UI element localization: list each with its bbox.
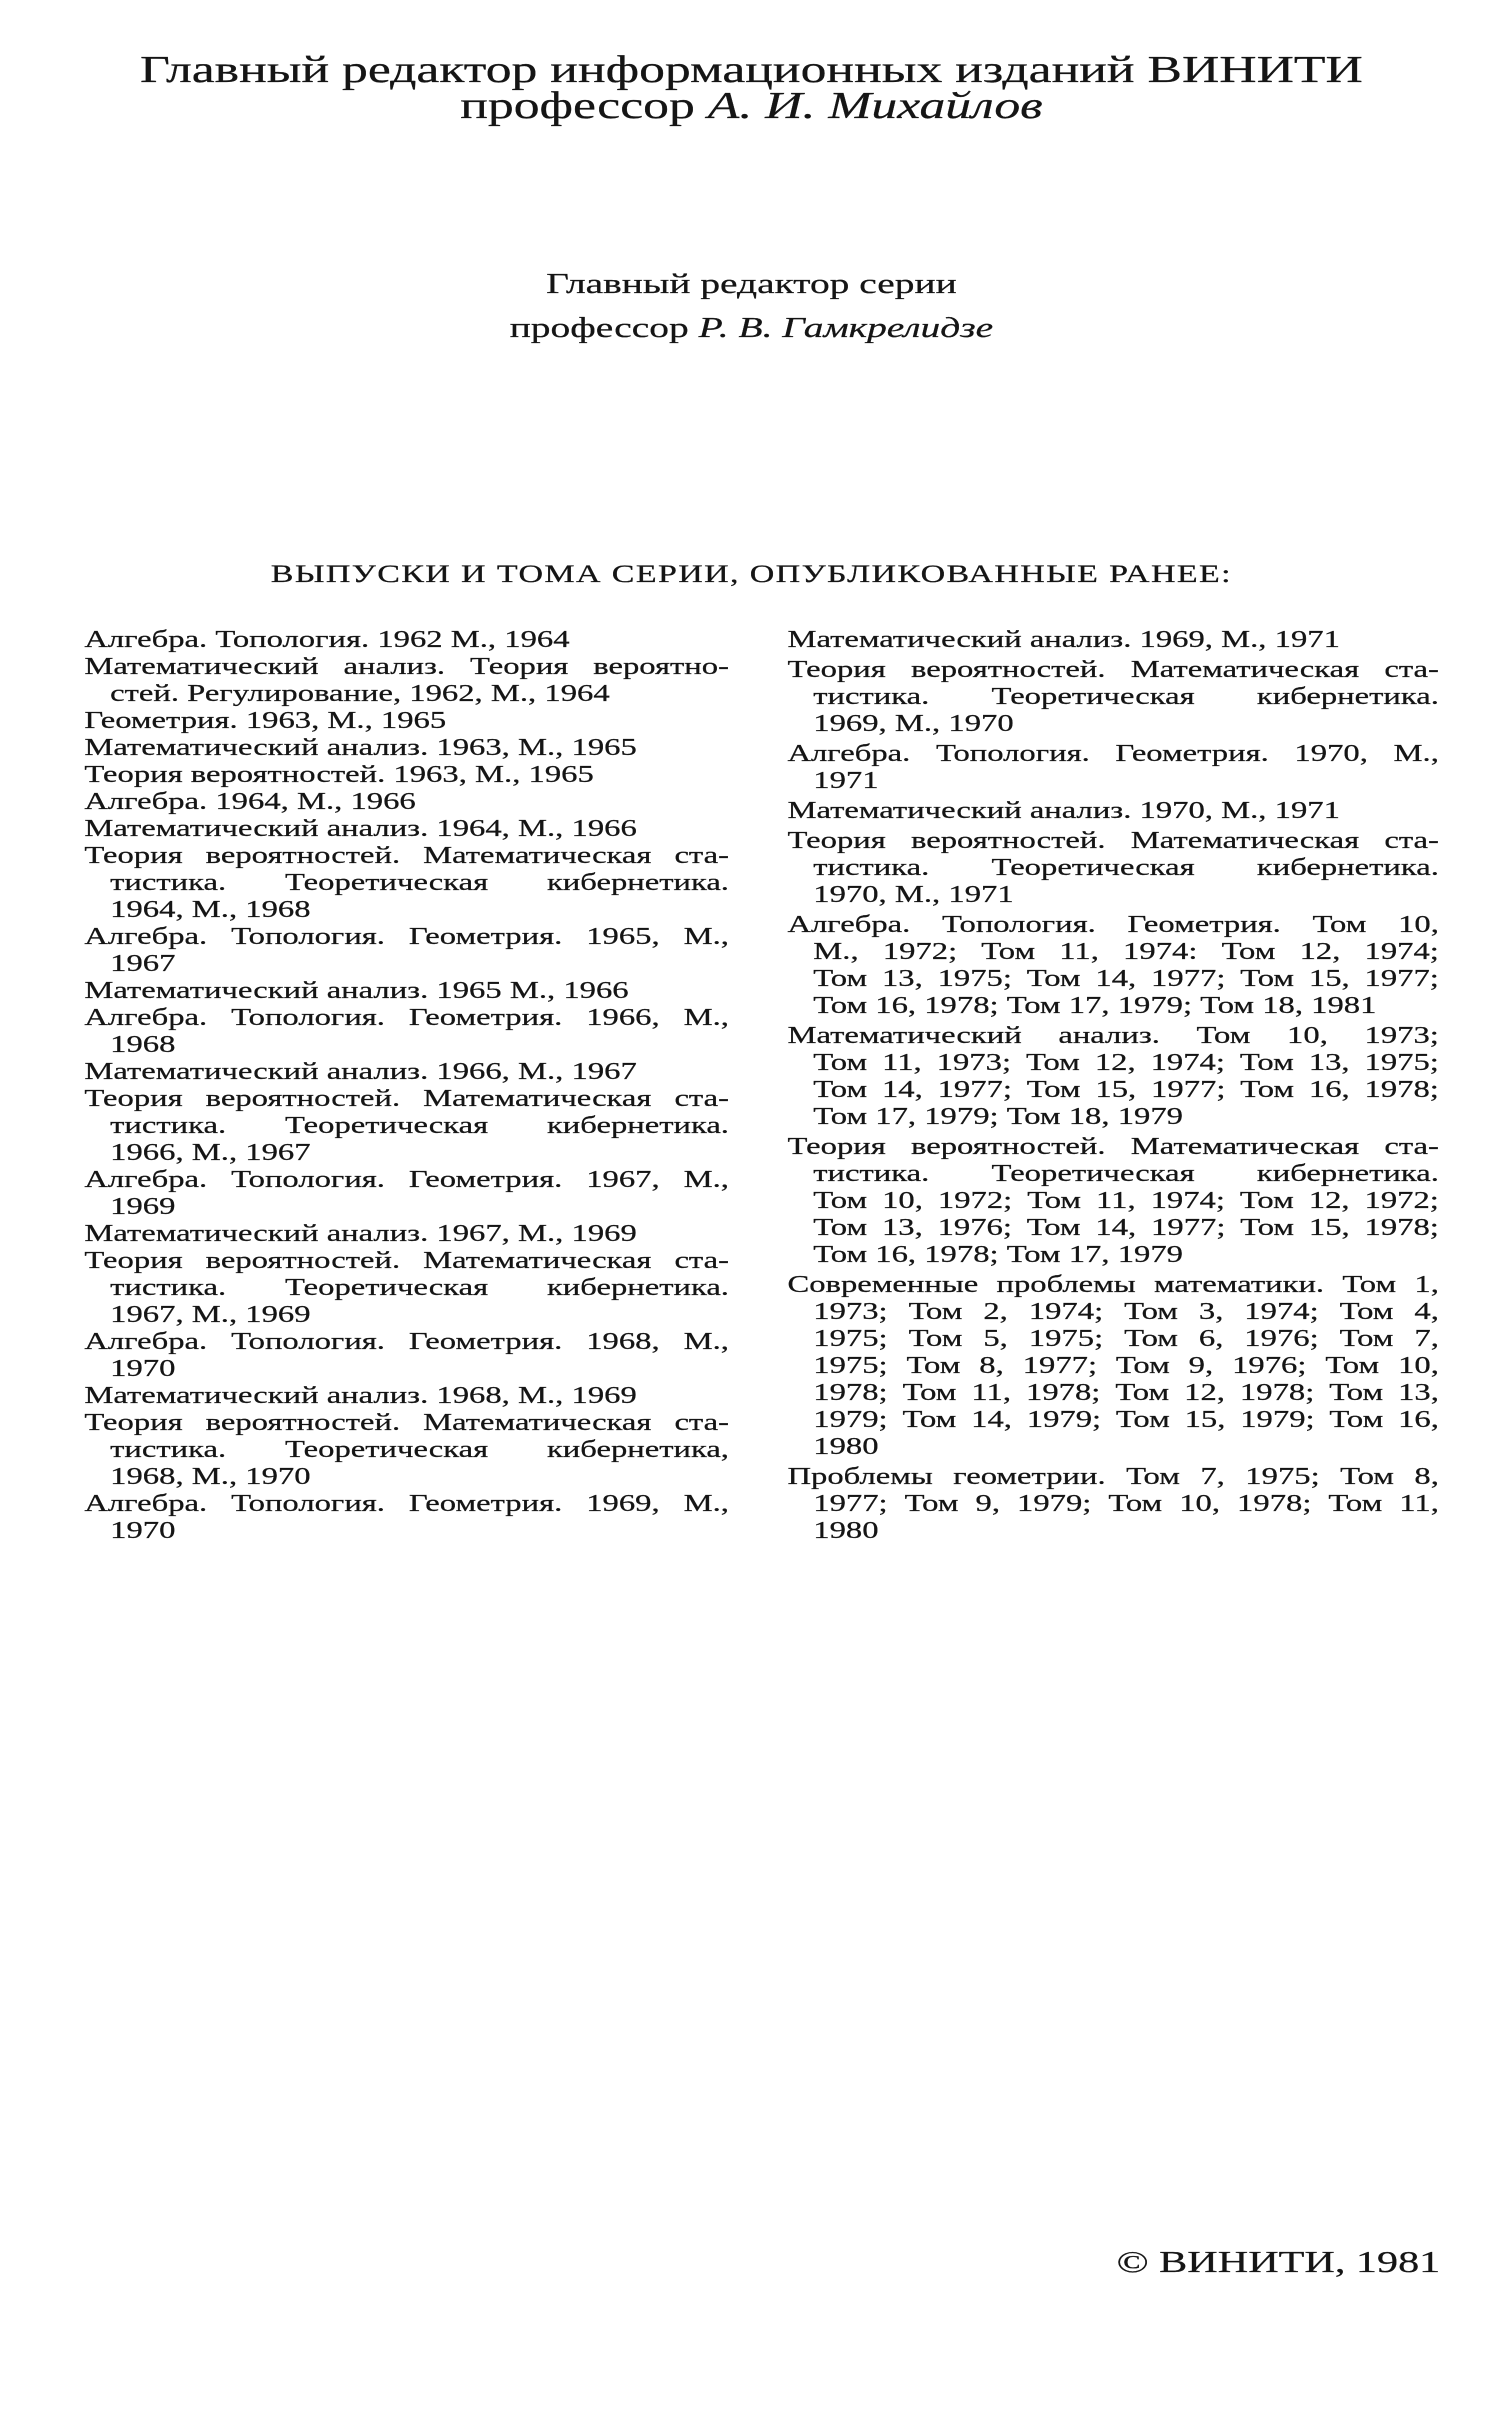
series-editor-name: Р. В. Гамкрелидзе — [698, 312, 994, 344]
entry-line: 1968 — [110, 1032, 176, 1058]
entry-line: 1971 — [813, 768, 879, 794]
entry-line: 1969, М., 1970 — [813, 711, 1014, 737]
publication-entry — [84, 843, 729, 924]
entry-line: Алгебра. Топология. Геометрия. 1970, М., — [787, 741, 1439, 767]
entry-line: 1980 — [813, 1518, 879, 1544]
entry-line: Алгебра. Топология. Геометрия. 1966, М., — [84, 1005, 729, 1031]
entry-line: Алгебра. Топология. Геометрия. Том 10, — [787, 912, 1439, 938]
editor-in-chief-rank: профессор — [460, 85, 695, 127]
publication-entry — [787, 1023, 1438, 1131]
entry-line: Математический анализ. 1964, М., 1966 — [84, 816, 637, 842]
entry-line: стей. Регулирование, 1962, М., 1964 — [110, 681, 610, 707]
entry-line: тистика. Теоретическая кибернетика, — [110, 1437, 729, 1463]
publication-entry — [84, 1329, 729, 1383]
entry-line: Алгебра. Топология. Геометрия. 1967, М., — [84, 1167, 729, 1193]
publication-entry — [787, 1134, 1438, 1269]
entry-line: 1970 — [110, 1356, 176, 1382]
entry-line: 1967 — [110, 951, 176, 977]
entry-line: Теория вероятностей. Математическая ста- — [787, 657, 1439, 683]
entry-line: Современные проблемы математики. Том 1, — [787, 1272, 1439, 1298]
publication-entry — [84, 627, 729, 654]
editor-in-chief-name: А. И. Михайлов — [707, 85, 1043, 127]
publication-entry — [84, 1221, 729, 1248]
entry-line: Теория вероятностей. Математическая ста- — [84, 1248, 729, 1274]
entry-line: Том 16, 1978; Том 17, 1979 — [813, 1242, 1183, 1268]
entry-line: М., 1972; Том 11, 1974: Том 12, 1974; — [813, 939, 1439, 965]
entry-line: 1966, М., 1967 — [110, 1140, 311, 1166]
publication-entry — [84, 1167, 729, 1221]
entry-line: 1979; Том 14, 1979; Том 15, 1979; Том 16, — [813, 1407, 1439, 1433]
entry-line: Геометрия. 1963, М., 1965 — [84, 708, 447, 734]
series-editor-line — [0, 306, 1503, 350]
editor-in-chief-line — [0, 85, 1503, 127]
entry-line: 1970 — [110, 1518, 176, 1544]
entry-line: Том 13, 1976; Том 14, 1977; Том 15, 1978; — [813, 1215, 1439, 1241]
publication-entry — [84, 924, 729, 978]
publication-entry — [787, 1464, 1438, 1545]
entry-line: Математический анализ. Том 10, 1973; — [787, 1023, 1439, 1049]
entry-line: Математический анализ. 1966, М., 1967 — [84, 1059, 637, 1085]
editor-in-chief-block — [0, 49, 1503, 127]
entry-line: Теория вероятностей. Математическая ста- — [84, 843, 729, 869]
entry-line: Теория вероятностей. Математическая ста- — [84, 1086, 729, 1112]
publication-entry — [84, 1410, 729, 1491]
entry-line: 1967, М., 1969 — [110, 1302, 311, 1328]
publication-entry — [84, 1383, 729, 1410]
entry-line: тистика. Теоретическая кибернетика. — [110, 1113, 729, 1139]
publication-entry — [787, 627, 1438, 654]
entry-line: Проблемы геометрии. Том 7, 1975; Том 8, — [787, 1464, 1439, 1490]
entry-line: 1975; Том 8, 1977; Том 9, 1976; Том 10, — [813, 1353, 1439, 1379]
publication-entry — [84, 735, 729, 762]
publication-entry — [84, 762, 729, 789]
entry-line: Математический анализ. 1970, М., 1971 — [787, 798, 1340, 824]
copyright-notice: © ВИНИТИ, 1981 — [1116, 2244, 1441, 2279]
entry-line: 1968, М., 1970 — [110, 1464, 311, 1490]
entry-line: Математический анализ. 1965 М., 1966 — [84, 978, 629, 1004]
publication-entry — [84, 708, 729, 735]
entry-line: Математический анализ. Теория вероятно- — [84, 654, 729, 680]
entry-line: Том 17, 1979; Том 18, 1979 — [813, 1104, 1183, 1130]
publication-entry — [84, 816, 729, 843]
entry-line: 1977; Том 9, 1979; Том 10, 1978; Том 11, — [813, 1491, 1439, 1517]
entry-line: Алгебра. Топология. Геометрия. 1965, М., — [84, 924, 729, 950]
publication-entry — [84, 654, 729, 708]
publication-entry — [787, 1272, 1438, 1461]
entry-line: Том 11, 1973; Том 12, 1974; Том 13, 1975; — [813, 1050, 1439, 1076]
publication-entry — [787, 798, 1438, 825]
entry-line: Том 16, 1978; Том 17, 1979; Том 18, 1981 — [813, 993, 1377, 1019]
series-editor-rank: профессор — [509, 312, 689, 344]
publication-entry — [84, 1086, 729, 1167]
entry-line: Том 10, 1972; Том 11, 1974; Том 12, 1972; — [813, 1188, 1439, 1214]
entry-line: тистика. Теоретическая кибернетика. — [110, 1275, 729, 1301]
publication-entry — [84, 1059, 729, 1086]
entry-line: Теория вероятностей. Математическая ста- — [787, 828, 1439, 854]
entry-line: Теория вероятностей. Математическая ста- — [84, 1410, 729, 1436]
publication-entry — [787, 912, 1438, 1020]
entry-line: Том 14, 1977; Том 15, 1977; Том 16, 1978; — [813, 1077, 1439, 1103]
entry-line: 1978; Том 11, 1978; Том 12, 1978; Том 13, — [813, 1380, 1439, 1406]
right-column — [787, 627, 1438, 1545]
entry-line: Математический анализ. 1969, М., 1971 — [787, 627, 1340, 653]
editor-in-chief-title: Главный редактор информационных изданий ВИНИТИ — [139, 49, 1363, 91]
entry-line: Теория вероятностей. Математическая ста- — [787, 1134, 1439, 1160]
publication-entry — [84, 1005, 729, 1059]
entry-line: Алгебра. Топология. 1962 М., 1964 — [84, 627, 570, 653]
entry-line: тистика. Теоретическая кибернетика. — [110, 870, 729, 896]
entry-line: 1970, М., 1971 — [813, 882, 1014, 908]
entry-line: 1975; Том 5, 1975; Том 6, 1976; Том 7, — [813, 1326, 1439, 1352]
publication-entry — [84, 1248, 729, 1329]
entry-line: Том 13, 1975; Том 14, 1977; Том 15, 1977; — [813, 966, 1439, 992]
entry-line: Математический анализ. 1963, М., 1965 — [84, 735, 637, 761]
entry-line: 1973; Том 2, 1974; Том 3, 1974; Том 4, — [813, 1299, 1439, 1325]
entry-line: тистика. Теоретическая кибернетика. — [813, 855, 1439, 881]
entry-line: Алгебра. Топология. Геометрия. 1969, М., — [84, 1491, 729, 1517]
entry-line: Математический анализ. 1968, М., 1969 — [84, 1383, 637, 1409]
entry-line: Теория вероятностей. 1963, М., 1965 — [84, 762, 594, 788]
entry-line: Алгебра. 1964, М., 1966 — [84, 789, 416, 815]
entry-line: 1964, М., 1968 — [110, 897, 311, 923]
entry-line: тистика. Теоретическая кибернетика. — [813, 1161, 1439, 1187]
series-editor-block — [0, 262, 1503, 350]
entry-line: 1969 — [110, 1194, 176, 1220]
entry-line: Алгебра. Топология. Геометрия. 1968, М., — [84, 1329, 729, 1355]
entry-line: тистика. Теоретическая кибернетика. — [813, 684, 1439, 710]
publication-entry — [84, 789, 729, 816]
entry-line: Математический анализ. 1967, М., 1969 — [84, 1221, 637, 1247]
publication-entry — [787, 657, 1438, 738]
publication-entry — [787, 741, 1438, 795]
publication-entry — [787, 828, 1438, 909]
publication-entry — [84, 978, 729, 1005]
series-editor-title: Главный редактор серии — [546, 268, 957, 300]
entry-line: 1980 — [813, 1434, 879, 1460]
published-volumes-heading: ВЫПУСКИ И ТОМА СЕРИИ, ОПУБЛИКОВАННЫЕ РАНЕЕ: — [270, 561, 1232, 588]
left-column — [84, 627, 729, 1545]
publication-entry — [84, 1491, 729, 1545]
